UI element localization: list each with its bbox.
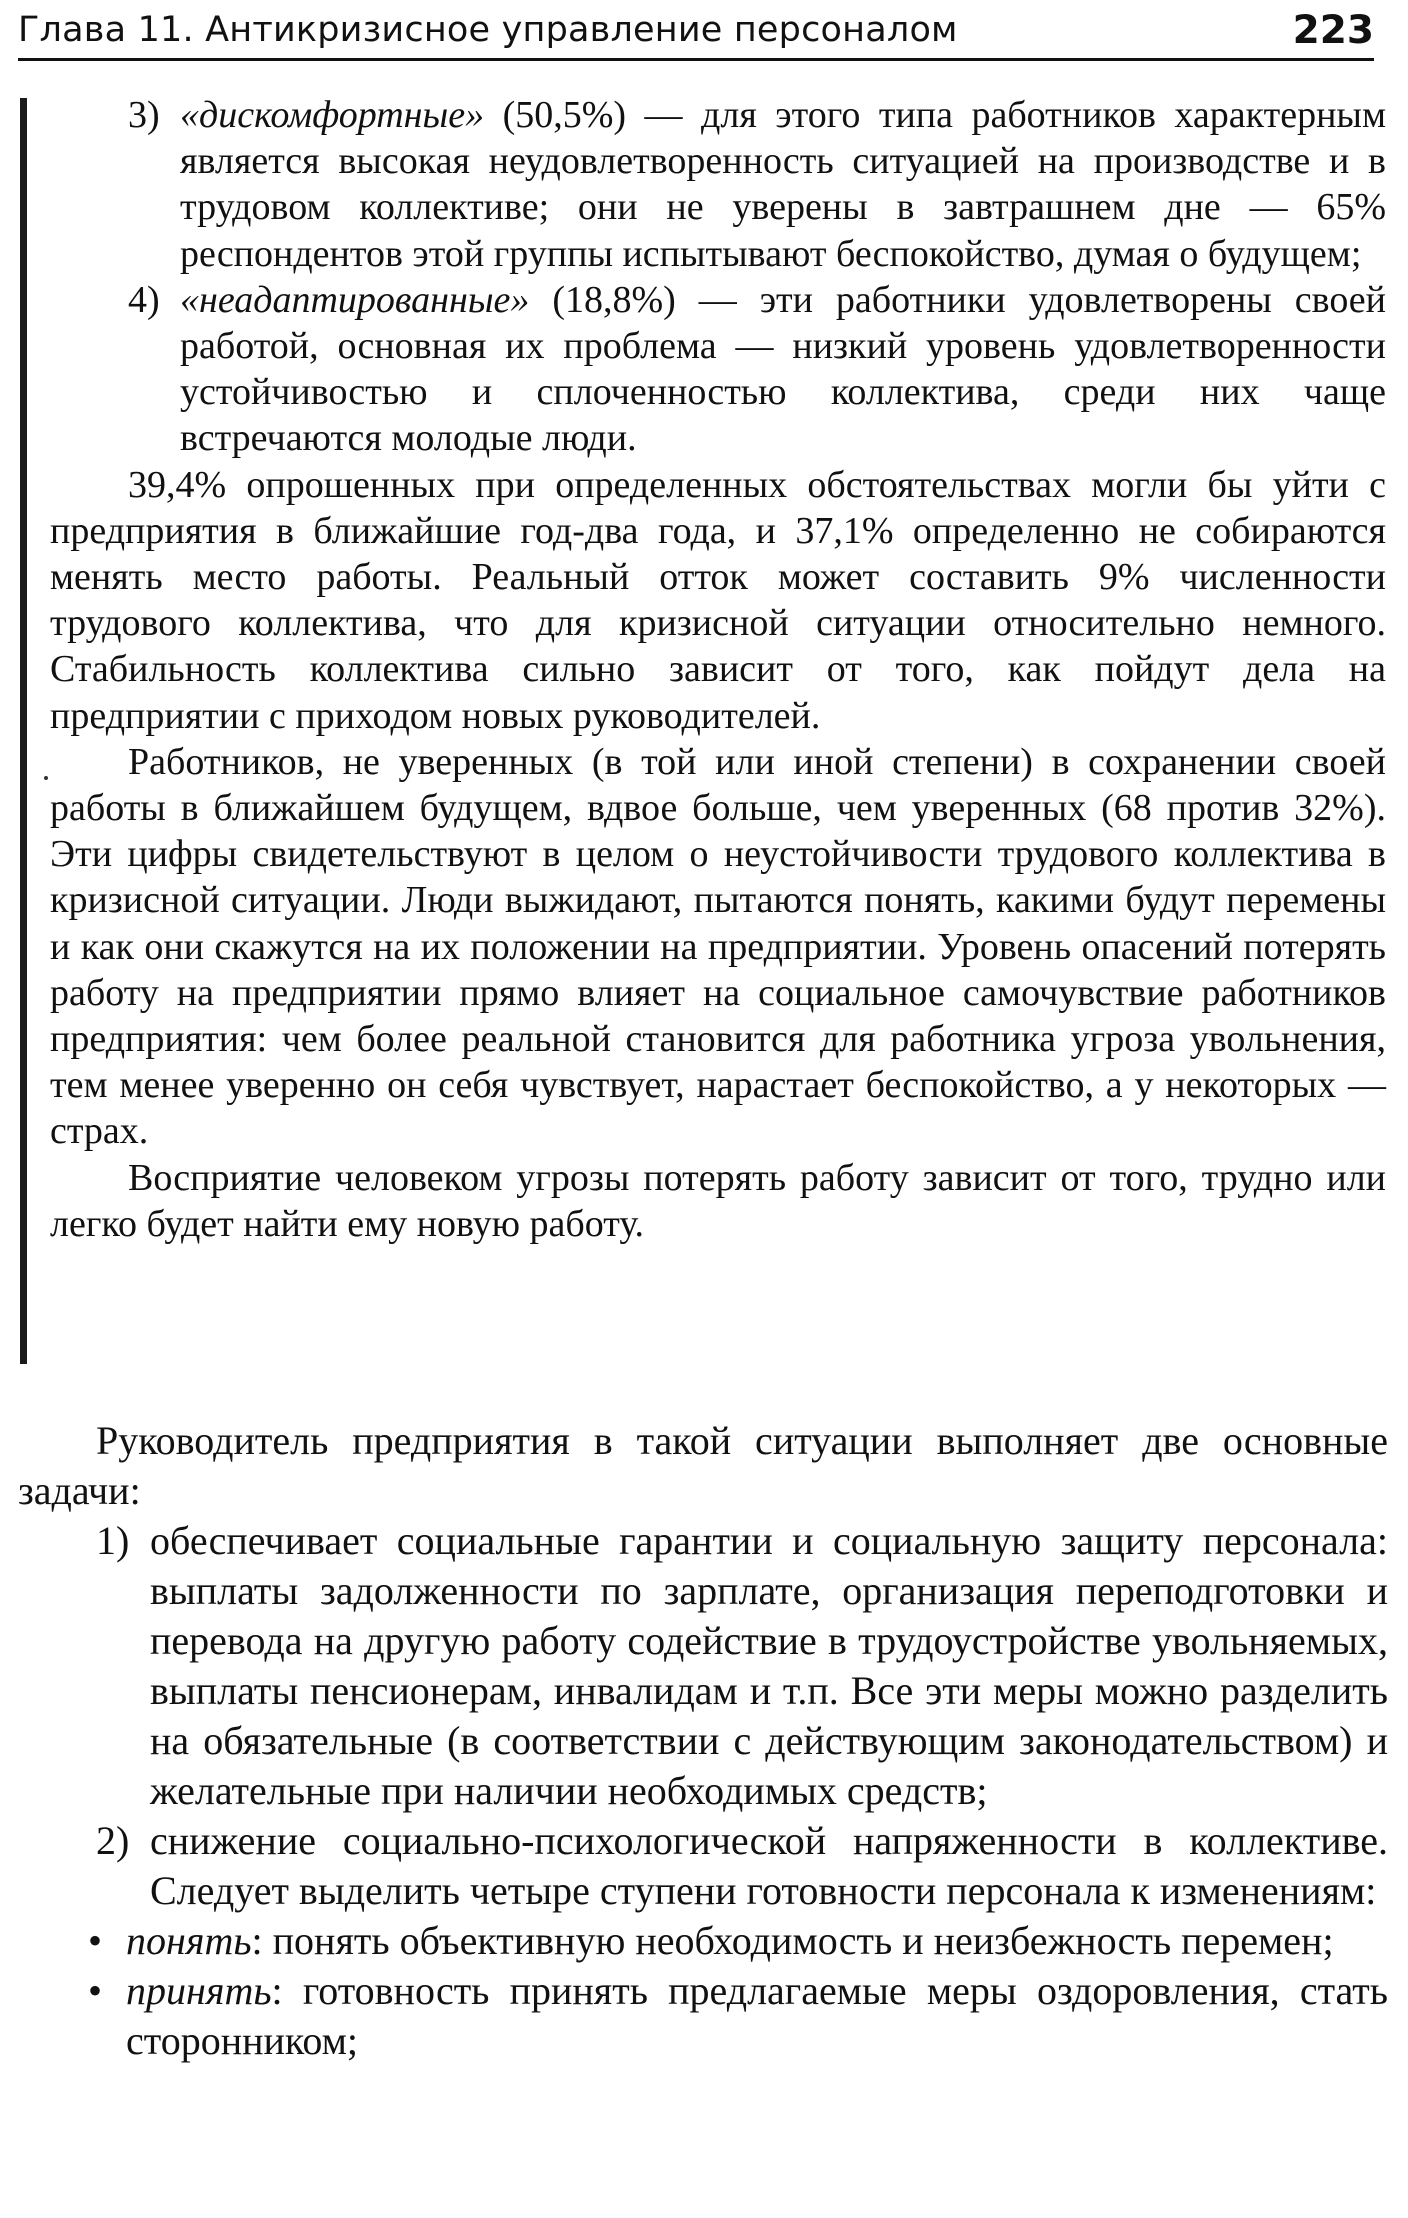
list-item <box>50 92 1386 277</box>
task-item-text: снижение социально-психологической напряженности в коллективе. Следует выделить четыре ступени готовности персонала к изменениям: <box>150 1818 1388 1913</box>
bullet-term: принять <box>126 1968 272 2013</box>
bullet-body: : понять объективную необходимость и неизбежность перемен; <box>251 1918 1334 1963</box>
list-item-number: 4) <box>128 278 160 321</box>
bullet-text <box>126 1916 1388 1966</box>
list-item-body: (50,5%) — для этого типа работников характерным является высокая неудовлетворенность ситуацией на производстве и в трудовом коллективе; они не уверены в завтрашнем дне — 65% респондентов этой группы испытывают беспокойство, думая о будущем; <box>180 94 1386 275</box>
bullet-item <box>18 1916 1388 1966</box>
bullet-term: понять <box>126 1918 252 1963</box>
list-item-number: 3) <box>128 94 160 136</box>
running-header <box>18 6 1374 61</box>
paragraph: Восприятие человеком угрозы потерять работу зависит от того, трудно или легко будет найти ему новую работу. <box>50 1156 1386 1245</box>
print-speck <box>44 776 48 780</box>
list-item-body: (18,8%) — эти работники удовлетворены своей работой, основная их проблема — низкий уровень удовлетворенности устойчивостью и сплоченностью коллектива, среди них чаще встречаются молодые люди. <box>180 278 1386 460</box>
intro-paragraph: Руководитель предприятия в такой ситуации выполняет две основные задачи: <box>18 1418 1388 1513</box>
task-item <box>18 1516 1388 1816</box>
main-text-block <box>18 1416 1388 2066</box>
task-item-number: 2) <box>96 1818 130 1863</box>
bullet-symbol: • <box>88 1968 103 2013</box>
bullet-body: : готовность принять предлагаемые меры оздоровления, стать сторонником; <box>126 1968 1388 2063</box>
list-item <box>50 277 1386 462</box>
chapter-title: Глава 11. Антикризисное управление персоналом <box>18 10 958 50</box>
list-item-term: «дискомфортные» <box>180 94 485 136</box>
task-item-number: 1) <box>96 1518 130 1563</box>
task-item <box>18 1816 1388 1916</box>
list-item-text <box>180 92 1386 277</box>
margin-rule <box>20 98 27 1364</box>
bullet-text <box>126 1966 1388 2066</box>
bullet-item <box>18 1966 1388 2066</box>
task-item-text: обеспечивает социальные гарантии и социальную защиту персонала: выплаты задолженности по зарплате, организация переподготовки и перевода на другую работу содействие в трудоустройстве увольняемых, выплаты пенсионерам, инвалидам и т.п. Все эти меры можно разделить на обязательные (в соответствии с действующим законодательством) и желательные при наличии необходимых средств; <box>150 1518 1388 1813</box>
paragraph: Работников, не уверенных (в той или иной степени) в сохранении своей работы в ближайшем будущем, вдвое больше, чем уверенных (68 против 32%). Эти цифры свидетельствуют в целом о неустойчивости трудового коллектива в кризисной ситуации. Люди выжидают, пытаются понять, какими будут перемены и как они скажутся на их положении на предприятии. Уровень опасений потерять работу на предприятии прямо влияет на социальное самочувствие работников предприятия: чем более реальной становится для работника угроза увольнения, тем менее уверенно он себя чувствует, нарастает беспокойство, а у некоторых — страх. <box>50 740 1386 1153</box>
bullet-symbol: • <box>88 1918 103 1963</box>
list-item-text <box>180 277 1386 462</box>
boxed-text-block <box>50 92 1386 1247</box>
list-item-term: «неадаптированные» <box>180 278 530 321</box>
page-number: 223 <box>1292 8 1374 53</box>
paragraph: 39,4% опрошенных при определенных обстоятельствах могли бы уйти с предприятия в ближайшие год-два года, и 37,1% определенно не собираются менять место работы. Реальный отток может составить 9% численности трудового коллектива, что для кризисной ситуации относительно немного. Стабильность коллектива сильно зависит от того, как пойдут дела на предприятии с приходом новых руководителей. <box>50 463 1386 737</box>
